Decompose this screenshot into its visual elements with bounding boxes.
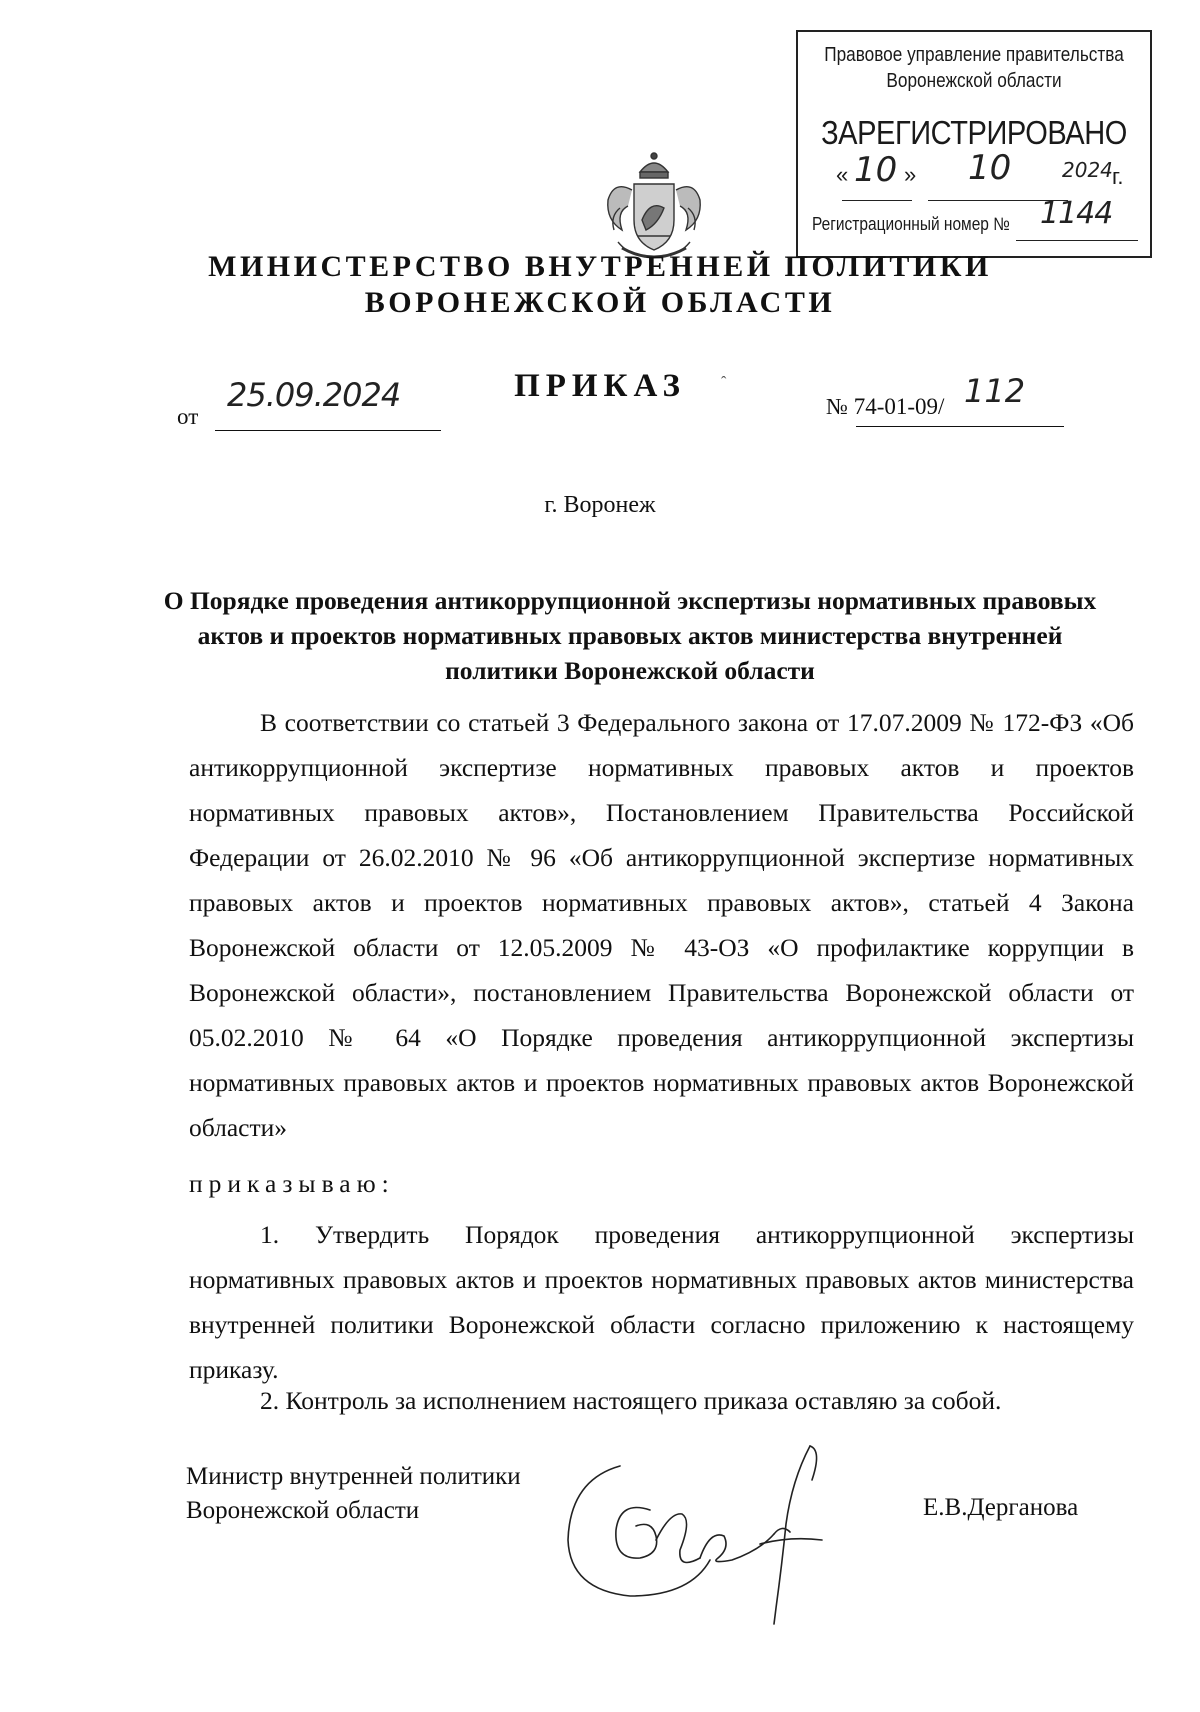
handwritten-signature — [560, 1440, 900, 1630]
order-preamble: В соответствии со статьей 3 Федерального закона от 17.07.2009 № 172-ФЗ «Об антикоррупционной экспертизе нормативных правовых актов и проектов нормативных правовых актов», Постановлением Правительства Российской Федерации от 26.02.2010 № 96 «Об антикоррупционной экспертизе нормативных правовых актов и проектов нормативных правовых актов», статьей 4 Закона Воронежской области от 12.05.2009 № 43-ОЗ «О профилактике коррупции в Воронежской области», постановлением Правительства Воронежской области от 05.02.2010 № 64 «О Порядке проведения антикоррупционной экспертизы нормативных правовых актов и проектов нормативных правовых актов Воронежской области» — [189, 708, 1134, 1142]
order-number-handwritten: 112 — [964, 372, 1026, 410]
order-subject: О Порядке проведения антикоррупционной экспертизы нормативных правовых актов и проектов нормативных правовых актов министерства внутренней политики Воронежской области — [163, 586, 1097, 685]
date-prefix: от — [177, 404, 199, 429]
ministry-title-line2: ВОРОНЕЖСКОЙ ОБЛАСТИ — [364, 286, 836, 319]
stamp-close-quote: » — [904, 162, 917, 187]
stamp-day-underline — [842, 200, 912, 201]
stamp-reg-label: Регистрационный номер № — [812, 214, 1010, 234]
signatory-position-line1: Министр внутренней политики — [186, 1463, 521, 1490]
stamp-year-suffix: г. — [1112, 164, 1124, 189]
signature-icon — [560, 1440, 900, 1630]
city-label: г. Воронеж — [544, 492, 656, 518]
number-prefix: № 74-01-09/ — [826, 394, 945, 419]
stamp-year: 2024 — [1062, 158, 1113, 182]
stamp-month: 10 — [968, 148, 1012, 188]
ministry-title-line1: МИНИСТЕРСТВО ВНУТРЕННЕЙ ПОЛИТИКИ — [208, 250, 992, 283]
number-underline — [856, 426, 1064, 427]
stamp-date — [828, 148, 1138, 192]
order-date-handwritten: 25.09.2024 — [227, 376, 401, 414]
signatory-name: Е.В.Дерганова — [923, 1494, 1079, 1521]
stamp-authority-line2: Воронежской области — [886, 70, 1062, 92]
date-underline — [215, 430, 441, 431]
stamp-authority-line1: Правовое управление правительства — [824, 44, 1124, 66]
signatory-position-line2: Воронежской области — [186, 1497, 420, 1524]
registration-stamp — [796, 30, 1152, 258]
stamp-day: 10 — [854, 150, 898, 190]
stamp-open-quote: « — [836, 162, 849, 187]
stamp-reg-number: 1144 — [1040, 196, 1113, 231]
signatory-position — [186, 1460, 521, 1528]
order-item-2: 2. Контроль за исполнением настоящего приказа оставляю за собой. — [260, 1386, 1002, 1415]
stamp-registered-label: ЗАРЕГИСТРИРОВАНО — [821, 114, 1127, 151]
scan-mark: ˆ — [721, 374, 727, 391]
order-item-1: 1. Утвердить Порядок проведения антикоррупционной экспертизы нормативных правовых актов и проектов нормативных правовых актов министерства внутренней политики Воронежской области согласно приложению к настоящему приказу. — [189, 1220, 1134, 1384]
stamp-reg-underline — [1016, 240, 1138, 241]
document-type-title: ПРИКАЗ — [514, 368, 686, 404]
order-directive-word: приказываю: — [189, 1169, 395, 1198]
